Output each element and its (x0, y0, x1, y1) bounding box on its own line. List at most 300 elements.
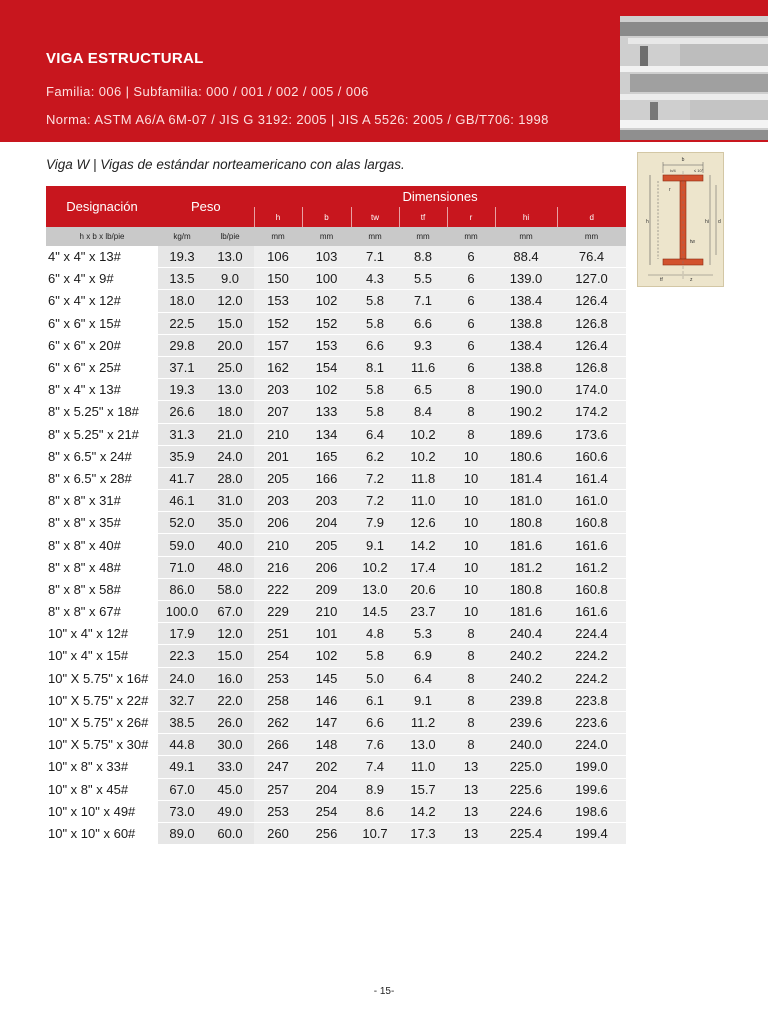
table-row (46, 689, 626, 711)
designation-cell: 6" x 6" x 15# (46, 312, 158, 334)
designation-cell: 8" x 4" x 13# (46, 379, 158, 401)
value-cell: 146 (302, 689, 351, 711)
value-cell: 225.6 (495, 778, 557, 800)
value-cell: 41.7 (158, 467, 206, 489)
table-row (46, 379, 626, 401)
value-cell: 88.4 (495, 246, 557, 268)
value-cell: 10.2 (399, 423, 447, 445)
value-cell: 10 (447, 578, 495, 600)
designation-cell: 6" x 6" x 25# (46, 356, 158, 378)
designation-cell: 10" X 5.75" x 26# (46, 711, 158, 733)
value-cell: 11.2 (399, 711, 447, 733)
table-row (46, 534, 626, 556)
value-cell: 174.0 (557, 379, 626, 401)
designation-cell: 8" x 8" x 48# (46, 556, 158, 578)
col-b: b (302, 207, 351, 227)
table-row (46, 578, 626, 600)
value-cell: 6 (447, 268, 495, 290)
value-cell: 148 (302, 734, 351, 756)
value-cell: 32.7 (158, 689, 206, 711)
value-cell: 18.0 (206, 401, 254, 423)
designation-cell: 8" x 8" x 40# (46, 534, 158, 556)
value-cell: 9.1 (399, 689, 447, 711)
value-cell: 160.8 (557, 512, 626, 534)
value-cell: 18.0 (158, 290, 206, 312)
value-cell: 31.3 (158, 423, 206, 445)
value-cell: 6 (447, 356, 495, 378)
value-cell: 9.3 (399, 334, 447, 356)
value-cell: 49.0 (206, 800, 254, 822)
value-cell: 29.8 (158, 334, 206, 356)
designation-cell: 8" x 5.25" x 21# (46, 423, 158, 445)
table-row (46, 512, 626, 534)
table-row (46, 356, 626, 378)
designation-cell: 6" x 6" x 20# (46, 334, 158, 356)
table-row (46, 467, 626, 489)
value-cell: 181.2 (495, 556, 557, 578)
value-cell: 10 (447, 490, 495, 512)
value-cell: 14.2 (399, 800, 447, 822)
value-cell: 229 (254, 601, 302, 623)
value-cell: 207 (254, 401, 302, 423)
value-cell: 6.4 (399, 667, 447, 689)
value-cell: 256 (302, 822, 351, 844)
value-cell: 5.8 (351, 401, 399, 423)
value-cell: 224.6 (495, 800, 557, 822)
value-cell: 35.0 (206, 512, 254, 534)
value-cell: 20.0 (206, 334, 254, 356)
unit-cell: mm (495, 227, 557, 246)
value-cell: 10 (447, 445, 495, 467)
col-peso: Peso (158, 186, 254, 227)
value-cell: 190.2 (495, 401, 557, 423)
designation-cell: 10" X 5.75" x 16# (46, 667, 158, 689)
designation-cell: 10" x 10" x 60# (46, 822, 158, 844)
value-cell: 266 (254, 734, 302, 756)
designation-cell: 8" x 8" x 35# (46, 512, 158, 534)
value-cell: 199.4 (557, 822, 626, 844)
value-cell: 13 (447, 778, 495, 800)
table-row (46, 734, 626, 756)
value-cell: 33.0 (206, 756, 254, 778)
value-cell: 10.7 (351, 822, 399, 844)
value-cell: 161.2 (557, 556, 626, 578)
value-cell: 16.0 (206, 667, 254, 689)
designation-cell: 6" x 4" x 9# (46, 268, 158, 290)
col-tw: tw (351, 207, 399, 227)
value-cell: 180.8 (495, 578, 557, 600)
value-cell: 203 (254, 490, 302, 512)
value-cell: 102 (302, 645, 351, 667)
value-cell: 138.8 (495, 356, 557, 378)
value-cell: 203 (254, 379, 302, 401)
value-cell: 6.9 (399, 645, 447, 667)
value-cell: 13.0 (206, 246, 254, 268)
table-row (46, 290, 626, 312)
unit-cell: mm (302, 227, 351, 246)
value-cell: 44.8 (158, 734, 206, 756)
value-cell: 223.8 (557, 689, 626, 711)
value-cell: 254 (254, 645, 302, 667)
value-cell: 15.7 (399, 778, 447, 800)
value-cell: 152 (302, 312, 351, 334)
value-cell: 189.6 (495, 423, 557, 445)
value-cell: 59.0 (158, 534, 206, 556)
value-cell: 17.3 (399, 822, 447, 844)
value-cell: 7.9 (351, 512, 399, 534)
value-cell: 126.4 (557, 334, 626, 356)
value-cell: 9.0 (206, 268, 254, 290)
value-cell: 127.0 (557, 268, 626, 290)
value-cell: 157 (254, 334, 302, 356)
table-row (46, 246, 626, 268)
value-cell: 14.5 (351, 601, 399, 623)
value-cell: 12.6 (399, 512, 447, 534)
value-cell: 37.1 (158, 356, 206, 378)
value-cell: 160.8 (557, 578, 626, 600)
value-cell: 6 (447, 334, 495, 356)
table-row (46, 645, 626, 667)
value-cell: 10 (447, 467, 495, 489)
svg-text:z: z (690, 277, 693, 283)
value-cell: 147 (302, 711, 351, 733)
value-cell: 60.0 (206, 822, 254, 844)
table-row (46, 490, 626, 512)
table-row (46, 601, 626, 623)
value-cell: 206 (302, 556, 351, 578)
value-cell: 31.0 (206, 490, 254, 512)
value-cell: 181.0 (495, 490, 557, 512)
unit-cell: lb/pie (206, 227, 254, 246)
value-cell: 181.6 (495, 534, 557, 556)
value-cell: 6.2 (351, 445, 399, 467)
table-row (46, 667, 626, 689)
value-cell: 10 (447, 534, 495, 556)
table-row (46, 822, 626, 844)
designation-cell: 10" x 4" x 12# (46, 623, 158, 645)
value-cell: 12.0 (206, 290, 254, 312)
familia-line: Familia: 006 | Subfamilia: 000 / 001 / 002 / 005 / 006 (46, 84, 369, 99)
value-cell: 205 (254, 467, 302, 489)
value-cell: 67.0 (206, 601, 254, 623)
value-cell: 8 (447, 667, 495, 689)
value-cell: 13 (447, 800, 495, 822)
value-cell: 49.1 (158, 756, 206, 778)
value-cell: 239.8 (495, 689, 557, 711)
value-cell: 254 (302, 800, 351, 822)
value-cell: 126.8 (557, 312, 626, 334)
value-cell: 181.4 (495, 467, 557, 489)
value-cell: 161.6 (557, 534, 626, 556)
col-tf: tf (399, 207, 447, 227)
page-number: - 15- (373, 986, 395, 997)
value-cell: 210 (302, 601, 351, 623)
value-cell: 15.0 (206, 645, 254, 667)
value-cell: 180.8 (495, 512, 557, 534)
value-cell: 6.5 (399, 379, 447, 401)
beam-section-diagram (637, 152, 724, 287)
table-row (46, 268, 626, 290)
designation-cell: 10" x 8" x 33# (46, 756, 158, 778)
value-cell: 210 (254, 534, 302, 556)
value-cell: 222 (254, 578, 302, 600)
value-cell: 10 (447, 601, 495, 623)
value-cell: 8.9 (351, 778, 399, 800)
value-cell: 181.6 (495, 601, 557, 623)
value-cell: 100.0 (158, 601, 206, 623)
value-cell: 46.1 (158, 490, 206, 512)
designation-cell: 8" x 6.5" x 28# (46, 467, 158, 489)
value-cell: 9.1 (351, 534, 399, 556)
value-cell: 26.0 (206, 711, 254, 733)
value-cell: 8.4 (399, 401, 447, 423)
value-cell: 17.9 (158, 623, 206, 645)
table-row (46, 312, 626, 334)
table-row (46, 423, 626, 445)
value-cell: 139.0 (495, 268, 557, 290)
designation-cell: 6" x 4" x 12# (46, 290, 158, 312)
value-cell: 5.8 (351, 645, 399, 667)
designation-cell: 10" x 8" x 45# (46, 778, 158, 800)
value-cell: 240.2 (495, 645, 557, 667)
value-cell: 20.6 (399, 578, 447, 600)
value-cell: 25.0 (206, 356, 254, 378)
designation-cell: 8" x 8" x 31# (46, 490, 158, 512)
value-cell: 8 (447, 623, 495, 645)
value-cell: 30.0 (206, 734, 254, 756)
value-cell: 7.6 (351, 734, 399, 756)
value-cell: 247 (254, 756, 302, 778)
value-cell: 103 (302, 246, 351, 268)
value-cell: 174.2 (557, 401, 626, 423)
col-designacion: Designación (46, 186, 158, 227)
value-cell: 6 (447, 246, 495, 268)
unit-cell: mm (557, 227, 626, 246)
value-cell: 19.3 (158, 246, 206, 268)
value-cell: 13 (447, 822, 495, 844)
unit-cell: mm (447, 227, 495, 246)
page-title: VIGA ESTRUCTURAL (46, 50, 204, 67)
table-row (46, 711, 626, 733)
svg-text:h: h (646, 219, 649, 225)
value-cell: 35.9 (158, 445, 206, 467)
svg-text:b: b (681, 157, 685, 163)
value-cell: 199.6 (557, 778, 626, 800)
col-r: r (447, 207, 495, 227)
value-cell: 100 (302, 268, 351, 290)
value-cell: 8 (447, 689, 495, 711)
value-cell: 198.6 (557, 800, 626, 822)
value-cell: 225.4 (495, 822, 557, 844)
col-dimensiones: Dimensiones (254, 186, 626, 207)
value-cell: 22.3 (158, 645, 206, 667)
svg-text:r: r (669, 187, 671, 193)
value-cell: 205 (302, 534, 351, 556)
value-cell: 52.0 (158, 512, 206, 534)
value-cell: 8.1 (351, 356, 399, 378)
value-cell: 12.0 (206, 623, 254, 645)
header-banner (0, 0, 768, 142)
value-cell: 126.8 (557, 356, 626, 378)
value-cell: 209 (302, 578, 351, 600)
table-row (46, 445, 626, 467)
norma-line: Norma: ASTM A6/A 6M-07 / JIS G 3192: 2005 | JIS A 5526: 2005 / GB/T706: 1998 (46, 112, 549, 127)
value-cell: 138.4 (495, 334, 557, 356)
designation-cell: 8" x 8" x 67# (46, 601, 158, 623)
value-cell: 134 (302, 423, 351, 445)
value-cell: 14.2 (399, 534, 447, 556)
value-cell: 258 (254, 689, 302, 711)
value-cell: 224.4 (557, 623, 626, 645)
value-cell: 11.8 (399, 467, 447, 489)
value-cell: 58.0 (206, 578, 254, 600)
col-h: h (254, 207, 302, 227)
value-cell: 225.0 (495, 756, 557, 778)
value-cell: 13.0 (399, 734, 447, 756)
value-cell: 6.6 (351, 334, 399, 356)
value-cell: 8.8 (399, 246, 447, 268)
value-cell: 165 (302, 445, 351, 467)
value-cell: 13 (447, 756, 495, 778)
value-cell: 15.0 (206, 312, 254, 334)
value-cell: 5.8 (351, 312, 399, 334)
value-cell: 253 (254, 667, 302, 689)
svg-text:tf: tf (660, 277, 663, 283)
svg-text:d: d (718, 219, 721, 225)
svg-text:tw: tw (690, 239, 695, 245)
value-cell: 204 (302, 512, 351, 534)
value-cell: 8 (447, 423, 495, 445)
value-cell: 8 (447, 401, 495, 423)
value-cell: 102 (302, 379, 351, 401)
value-cell: 5.8 (351, 379, 399, 401)
value-cell: 240.2 (495, 667, 557, 689)
value-cell: 22.0 (206, 689, 254, 711)
table-row (46, 556, 626, 578)
value-cell: 262 (254, 711, 302, 733)
value-cell: 89.0 (158, 822, 206, 844)
designation-cell: 10" X 5.75" x 22# (46, 689, 158, 711)
designation-cell: 10" x 10" x 49# (46, 800, 158, 822)
unit-cell: kg/m (158, 227, 206, 246)
value-cell: 4.8 (351, 623, 399, 645)
value-cell: 126.4 (557, 290, 626, 312)
value-cell: 21.0 (206, 423, 254, 445)
value-cell: 10 (447, 556, 495, 578)
value-cell: 7.2 (351, 467, 399, 489)
unit-cell: mm (399, 227, 447, 246)
designation-cell: 10" x 4" x 15# (46, 645, 158, 667)
table-row (46, 623, 626, 645)
value-cell: 8 (447, 734, 495, 756)
value-cell: 6.4 (351, 423, 399, 445)
value-cell: 13.0 (206, 379, 254, 401)
table-row (46, 778, 626, 800)
col-d: d (557, 207, 626, 227)
value-cell: 5.0 (351, 667, 399, 689)
value-cell: 206 (254, 512, 302, 534)
value-cell: 190.0 (495, 379, 557, 401)
value-cell: 26.6 (158, 401, 206, 423)
value-cell: 210 (254, 423, 302, 445)
value-cell: 202 (302, 756, 351, 778)
value-cell: 8 (447, 711, 495, 733)
value-cell: 180.6 (495, 445, 557, 467)
value-cell: 7.1 (399, 290, 447, 312)
value-cell: 7.4 (351, 756, 399, 778)
value-cell: 160.6 (557, 445, 626, 467)
value-cell: 152 (254, 312, 302, 334)
designation-cell: 4" x 4" x 13# (46, 246, 158, 268)
value-cell: 173.6 (557, 423, 626, 445)
value-cell: 224.2 (557, 667, 626, 689)
table-row (46, 756, 626, 778)
value-cell: 223.6 (557, 711, 626, 733)
value-cell: 8 (447, 379, 495, 401)
value-cell: 45.0 (206, 778, 254, 800)
value-cell: 23.7 (399, 601, 447, 623)
designation-cell: 8" x 5.25" x 18# (46, 401, 158, 423)
value-cell: 8 (447, 645, 495, 667)
value-cell: 38.5 (158, 711, 206, 733)
value-cell: 133 (302, 401, 351, 423)
value-cell: 10 (447, 512, 495, 534)
svg-text:hi: hi (705, 219, 709, 225)
value-cell: 67.0 (158, 778, 206, 800)
value-cell: 5.5 (399, 268, 447, 290)
value-cell: 11.0 (399, 756, 447, 778)
value-cell: 5.8 (351, 290, 399, 312)
value-cell: 73.0 (158, 800, 206, 822)
value-cell: 101 (302, 623, 351, 645)
value-cell: 40.0 (206, 534, 254, 556)
value-cell: 102 (302, 290, 351, 312)
value-cell: 13.0 (351, 578, 399, 600)
value-cell: 145 (302, 667, 351, 689)
value-cell: 154 (302, 356, 351, 378)
value-cell: 257 (254, 778, 302, 800)
value-cell: 28.0 (206, 467, 254, 489)
value-cell: 17.4 (399, 556, 447, 578)
value-cell: 161.0 (557, 490, 626, 512)
designation-cell: 10" X 5.75" x 30# (46, 734, 158, 756)
designation-cell: 8" x 8" x 58# (46, 578, 158, 600)
value-cell: 153 (302, 334, 351, 356)
value-cell: 19.3 (158, 379, 206, 401)
value-cell: 10.2 (351, 556, 399, 578)
value-cell: 251 (254, 623, 302, 645)
value-cell: 199.0 (557, 756, 626, 778)
value-cell: 4.3 (351, 268, 399, 290)
value-cell: 240.4 (495, 623, 557, 645)
spec-table (46, 186, 626, 845)
table-caption: Viga W | Vigas de estándar norteamericano con alas largas. (46, 157, 405, 172)
value-cell: 5.3 (399, 623, 447, 645)
value-cell: 86.0 (158, 578, 206, 600)
value-cell: 24.0 (206, 445, 254, 467)
svg-text:b/4: b/4 (670, 168, 676, 173)
unit-cell: mm (254, 227, 302, 246)
value-cell: 22.5 (158, 312, 206, 334)
value-cell: 6 (447, 312, 495, 334)
value-cell: 8.6 (351, 800, 399, 822)
value-cell: 11.0 (399, 490, 447, 512)
spec-table-body (46, 246, 626, 845)
value-cell: 260 (254, 822, 302, 844)
value-cell: 106 (254, 246, 302, 268)
value-cell: 6.6 (351, 711, 399, 733)
table-row (46, 334, 626, 356)
